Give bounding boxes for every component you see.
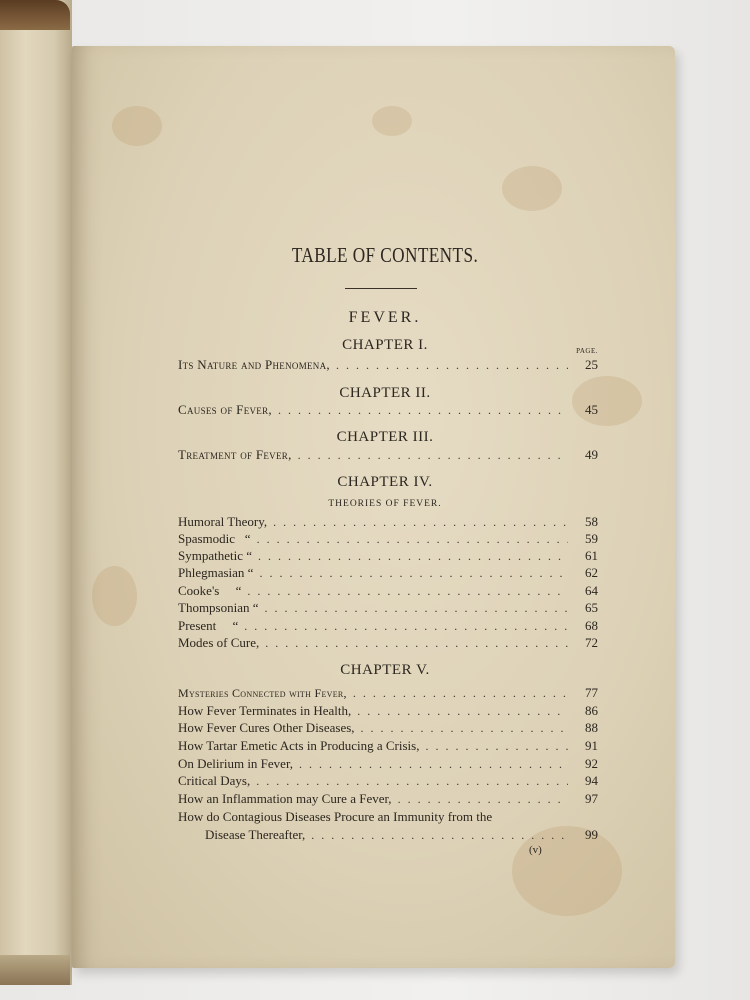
toc-entry [178, 685, 598, 703]
toc-entry-label: How Fever Terminates in Health, [178, 703, 352, 718]
chapter-heading: CHAPTER II. [339, 385, 431, 401]
leader-dots [361, 721, 568, 736]
toc-entry-page: 64 [585, 583, 598, 598]
toc-entry-label: Present “ [178, 618, 239, 633]
toc-entry-page: 61 [585, 548, 598, 563]
leader-dots [256, 774, 568, 789]
toc-entry [178, 703, 598, 721]
chapter-heading: CHAPTER IV. [337, 474, 433, 490]
toc-entry-page: 72 [585, 635, 598, 650]
toc-entry [178, 447, 598, 465]
toc-entry-label: Mysteries Connected with Fever, [178, 686, 347, 700]
leader-dots [298, 448, 568, 463]
toc-entry-page: 99 [585, 827, 598, 842]
leader-dots [257, 532, 568, 547]
toc-entry-label: Treatment of Fever, [178, 447, 292, 462]
toc-entry-label: On Delirium in Fever, [178, 756, 294, 771]
toc-entry-label: Thompsonian “ [178, 600, 259, 615]
chapter-heading: CHAPTER III. [336, 429, 434, 445]
section-title: FEVER. [348, 309, 422, 326]
toc-entry-page: 88 [585, 720, 598, 735]
toc-entry-label: Its Nature and Phenomena, [178, 357, 330, 372]
toc-entry [178, 791, 598, 809]
toc-entry-page: 94 [585, 773, 598, 788]
toc-entry-label: Modes of Cure, [178, 635, 260, 650]
chapter-subheading: THEORIES OF FEVER. [328, 499, 442, 509]
leader-dots [273, 515, 568, 530]
leader-dots [265, 601, 568, 616]
leader-dots [398, 792, 568, 807]
toc-entry-page: 25 [585, 357, 598, 372]
toc-entry-label: How Tartar Emetic Acts in Producing a Crisis, [178, 738, 420, 753]
toc-entry-page: 65 [585, 600, 598, 615]
toc-entry-label: Causes of Fever, [178, 402, 272, 417]
toc-entry [178, 565, 598, 583]
toc-entry-label-line1: How do Contagious Diseases Procure an Immunity from the [178, 809, 493, 824]
toc-entry [178, 738, 598, 756]
page-column-label: PAGE. [576, 347, 598, 355]
toc-entry-label: Spasmodic “ [178, 531, 251, 546]
toc-entry-page: 68 [585, 618, 598, 633]
toc-entry-page: 59 [585, 531, 598, 546]
leader-dots [425, 739, 568, 754]
leader-dots [299, 757, 568, 772]
toc-entry [178, 635, 598, 653]
toc-entry-label-line2: Disease Thereafter, [205, 827, 306, 842]
toc-entry [178, 618, 598, 636]
toc-entry-page: 58 [585, 514, 598, 529]
leader-dots [244, 619, 568, 634]
toc-entry [178, 402, 598, 420]
leader-dots [247, 584, 568, 599]
toc-entry-label: Phlegmasian “ [178, 565, 254, 580]
leader-dots [265, 636, 568, 651]
chapter-heading: CHAPTER I. [342, 337, 428, 353]
toc-entry-label: How an Inflammation may Cure a Fever, [178, 791, 392, 806]
toc-entry [205, 827, 598, 845]
chapter-heading: CHAPTER V. [340, 662, 430, 678]
toc-entry [178, 756, 598, 774]
toc-entry-label: Critical Days, [178, 773, 251, 788]
toc-entry [178, 548, 598, 566]
toc-entry-page: 91 [585, 738, 598, 753]
toc-entry [178, 514, 598, 532]
toc-entry-page: 77 [585, 685, 598, 700]
toc-entry-label: Sympathetic “ [178, 548, 253, 563]
leader-dots [259, 566, 568, 581]
toc-entry [178, 773, 598, 791]
leader-dots [353, 686, 568, 701]
leader-dots [258, 549, 568, 564]
toc-entry [178, 720, 598, 738]
toc-entry-page: 92 [585, 756, 598, 771]
leader-dots [311, 828, 568, 843]
page-numeral: (v) [529, 844, 542, 856]
toc-entry [178, 600, 598, 618]
page-title: TABLE OF CONTENTS. [291, 243, 479, 267]
toc-entry [178, 357, 598, 375]
toc-entry-label: How Fever Cures Other Diseases, [178, 720, 355, 735]
toc-entry-page: 49 [585, 447, 598, 462]
toc-entry-label: Cooke's “ [178, 583, 242, 598]
toc-entry [178, 531, 598, 549]
leader-dots [278, 403, 568, 418]
title-divider [345, 288, 417, 289]
toc-entry-page: 86 [585, 703, 598, 718]
leader-dots [336, 358, 568, 373]
toc-entry [178, 583, 598, 601]
toc-entry-page: 45 [585, 402, 598, 417]
toc-entry-label: Humoral Theory, [178, 514, 268, 529]
toc-entry-page: 97 [585, 791, 598, 806]
leader-dots [357, 704, 568, 719]
toc-entry-page: 62 [585, 565, 598, 580]
